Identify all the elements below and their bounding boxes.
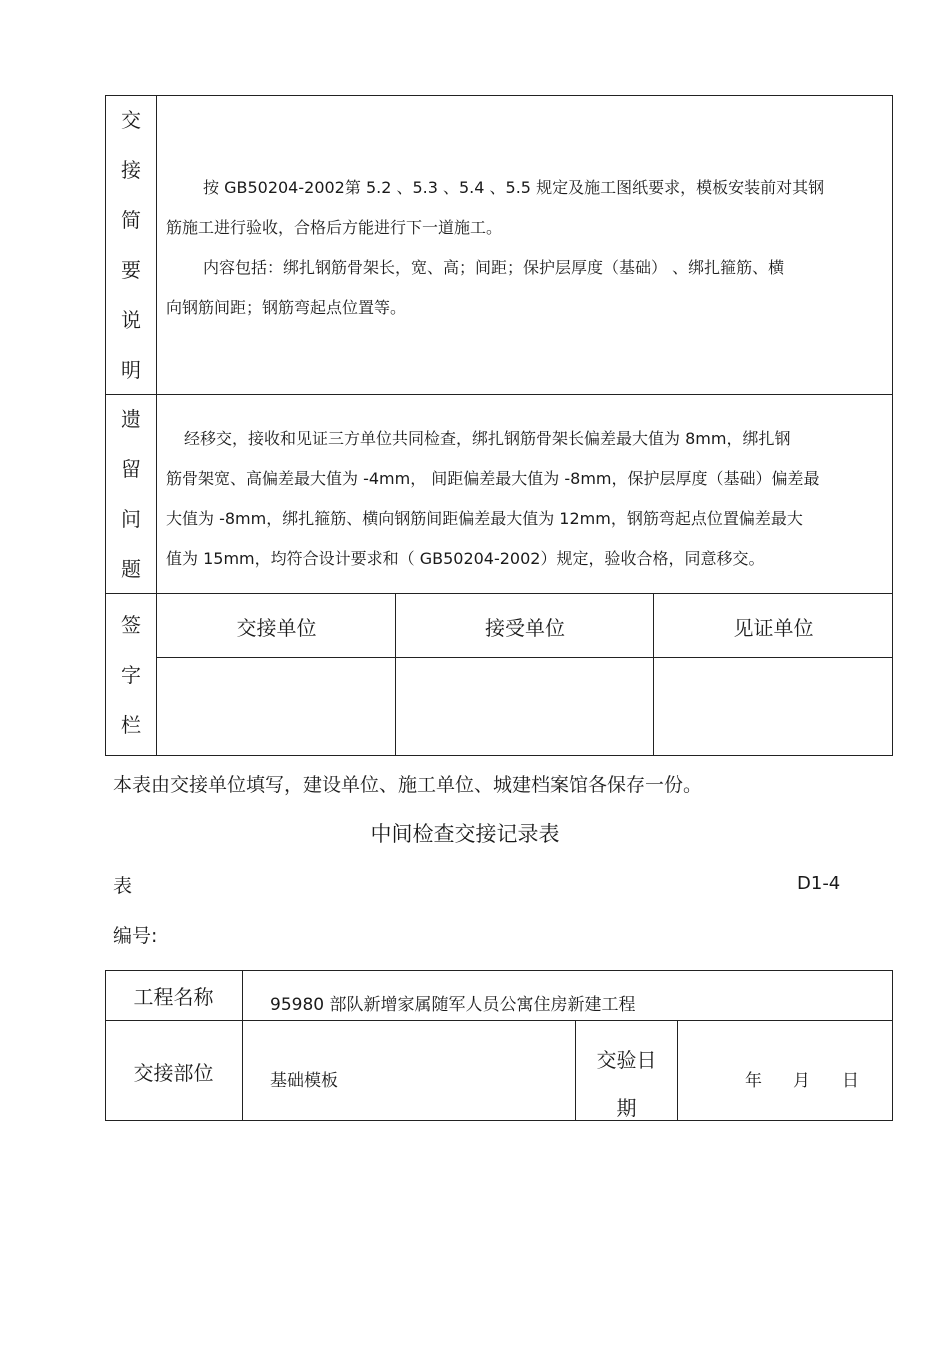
sign-header-handover-unit: 交接单位	[236, 615, 317, 640]
brief-p1-line2: 筋施工进行验收，合格后方能进行下一道施工。	[166, 218, 503, 237]
table-label: 表	[113, 875, 133, 897]
label-char: 问	[121, 507, 141, 531]
divider	[105, 394, 893, 395]
brief-p2-line1: 内容包括：绑扎钢筋骨架长，宽、高；间距；保护层厚度（基础） 、绑扎箍筋、横	[203, 258, 785, 277]
label-char: 字	[121, 663, 141, 687]
sign-field-receiving-unit[interactable]	[397, 659, 653, 755]
sign-header-receiving-unit: 接受单位	[485, 615, 565, 640]
label-char: 交	[121, 108, 141, 132]
brief-p2-line2: 向钢筋间距；钢筋弯起点位置等。	[166, 298, 407, 317]
label-char: 简	[121, 208, 141, 232]
label-char: 明	[121, 358, 141, 382]
project-name-value: 95980 部队新增家属随军人员公寓住房新建工程	[270, 995, 636, 1015]
divider	[677, 1020, 678, 1121]
label-char: 栏	[121, 713, 141, 737]
inspection-date-label	[576, 1036, 677, 1132]
date-month: 月	[793, 1071, 810, 1091]
divider	[242, 970, 243, 1121]
signature-label	[105, 600, 157, 750]
date-day: 日	[842, 1071, 859, 1091]
handover-part-value: 基础模板	[270, 1071, 338, 1091]
brief-description-label	[105, 95, 157, 395]
sign-field-witness-unit[interactable]	[655, 659, 892, 755]
issues-line3: 大值为 -8mm，绑扎箍筋、横向钢筋间距偏差最大值为 12mm，钢筋弯起点位置偏差最大	[166, 509, 803, 528]
sign-field-handover-unit[interactable]	[158, 659, 395, 755]
issues-line2: 筋骨架宽、高偏差最大值为 -4mm， 间距偏差最大值为 -8mm，保护层厚度（基础）偏差最	[166, 469, 820, 488]
project-name-label: 工程名称	[133, 984, 214, 1009]
table-code: D1-4	[797, 873, 841, 894]
footer-note: 本表由交接单位填写，建设单位、施工单位、城建档案馆各保存一份。	[113, 774, 703, 796]
number-label: 编号:	[113, 925, 158, 947]
inspection-date-label-line1: 交验日	[596, 1048, 657, 1072]
remaining-issues-label	[105, 394, 157, 594]
issues-line1: 经移交，接收和见证三方单位共同检查，绑扎钢筋骨架长偏差最大值为 8mm，绑扎钢	[184, 429, 791, 448]
label-char: 要	[121, 258, 141, 282]
inspection-date-label-line2: 期	[616, 1096, 637, 1120]
form-title: 中间检查交接记录表	[370, 822, 560, 846]
label-char: 留	[121, 457, 141, 481]
issues-line4: 值为 15mm，均符合设计要求和（ GB50204-2002）规定，验收合格，同意移交。	[166, 549, 765, 568]
label-char: 接	[121, 158, 141, 182]
label-char: 遗	[121, 407, 141, 431]
date-year: 年	[745, 1071, 762, 1091]
label-char: 说	[121, 308, 141, 332]
brief-p1-line1: 按 GB50204-2002第 5.2 、5.3 、5.4 、5.5 规定及施工图纸要求，模板安装前对其钢	[203, 178, 825, 197]
handover-part-label: 交接部位	[133, 1060, 214, 1085]
label-char: 题	[121, 557, 141, 581]
label-char: 签	[121, 613, 141, 637]
sign-header-witness-unit: 见证单位	[733, 615, 814, 640]
